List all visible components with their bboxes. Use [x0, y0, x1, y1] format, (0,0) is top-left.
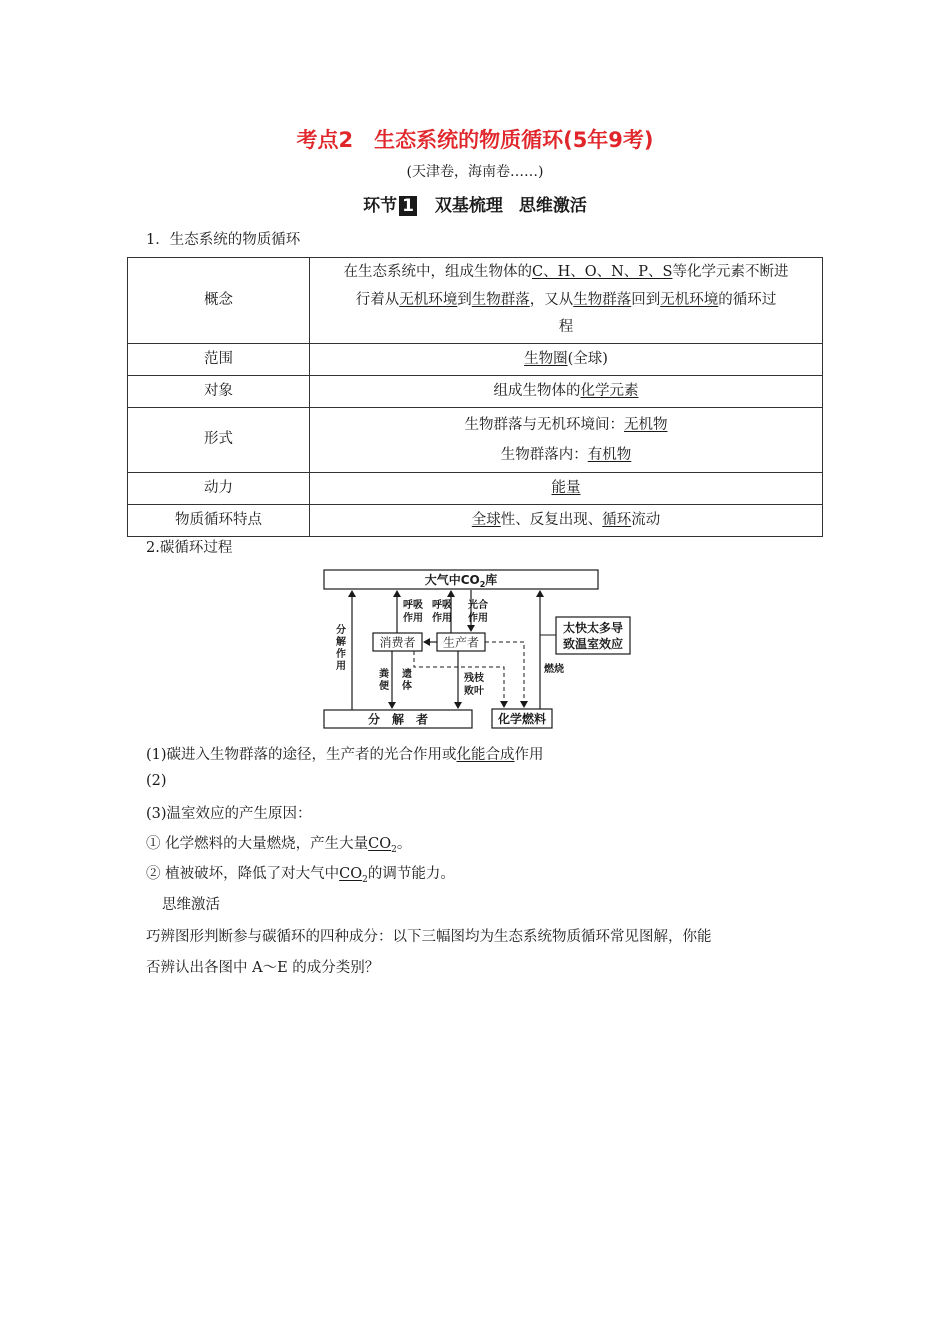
- feces-label-1: 粪: [379, 669, 389, 680]
- row-label-object: 对象: [128, 375, 310, 407]
- fossil-fuel-label: 化学燃料: [497, 712, 547, 726]
- atmosphere-label: 大气中$CO_2$库: [424, 573, 498, 589]
- note-8: 否辨认出各图中 A～E 的成分类别？: [146, 960, 380, 976]
- part1-heading: 1．生态系统的物质循环: [146, 232, 301, 248]
- note-5: ② 植被破坏，降低了对大气中$CO_2$的调节能力。: [146, 866, 455, 885]
- page-subtitle: (天津卷，海南卷……): [406, 164, 544, 180]
- resp2-label-1: 呼吸: [432, 600, 452, 611]
- consumer-fossil-dashed-arrow: [414, 651, 504, 707]
- decomposition-label-1: 分: [336, 625, 346, 636]
- litter-label-1: 残枝: [464, 673, 484, 684]
- decomposition-label-3: 作: [336, 649, 346, 660]
- row-value-scope: 生物圈(全球): [310, 343, 823, 375]
- section-title-b: 思维激活: [518, 196, 587, 216]
- row-label-power: 动力: [128, 472, 310, 504]
- feces-label-2: 便: [379, 681, 389, 692]
- row-label-form: 形式: [128, 407, 310, 472]
- material-cycle-table: [127, 257, 823, 537]
- consumer-label: 消费者: [379, 635, 416, 650]
- table-row: [128, 504, 823, 536]
- table-row: [128, 258, 823, 344]
- row-value-form: 生物群落与无机环境间：无机物 生物群落内：有机物: [310, 407, 823, 472]
- note-2: (2): [146, 773, 167, 789]
- resp1-label-1: 呼吸: [403, 600, 423, 611]
- resp2-label-2: 作用: [432, 613, 452, 624]
- photo-label-2: 作用: [468, 613, 488, 624]
- part2-heading: 2.碳循环过程: [146, 540, 233, 556]
- carbon-cycle-diagram: [318, 563, 638, 733]
- remains-label-2: 体: [402, 681, 412, 692]
- section-number-badge: 1: [399, 196, 417, 216]
- note-6: 思维激活: [162, 897, 220, 913]
- table-row: [128, 375, 823, 407]
- greenhouse-line1: 太快太多导: [562, 621, 624, 635]
- greenhouse-line2: 致温室效应: [562, 637, 624, 651]
- combustion-label: 燃烧: [544, 664, 564, 675]
- note-7: 巧辨图形判断参与碳循环的四种成分：以下三幅图均为生态系统物质循环常见图解，你能: [146, 929, 712, 945]
- row-label-concept: 概念: [128, 258, 310, 344]
- row-label-scope: 范围: [128, 343, 310, 375]
- section-heading: [0, 191, 950, 216]
- decomposition-label-4: 用: [336, 661, 346, 672]
- row-value-concept: 在生态系统中，组成生物体的C、H、O、N、P、S等化学元素不断进 行着从无机环境到生物群落，又从生物群落回到无机环境的循环过 程: [310, 258, 823, 344]
- row-value-object: 组成生物体的化学元素: [310, 375, 823, 407]
- decomposition-label-2: 解: [336, 637, 346, 648]
- producer-label: 生产者: [442, 635, 480, 650]
- section-label: 环节: [363, 196, 398, 216]
- note-4: ① 化学燃料的大量燃烧，产生大量$CO_2$。: [146, 836, 412, 855]
- row-value-power: 能量: [310, 472, 823, 504]
- remains-label-1: 遗: [402, 669, 412, 680]
- litter-label-2: 败叶: [464, 686, 484, 697]
- note-1: (1)碳进入生物群落的途径，生产者的光合作用或化能合成作用: [146, 747, 544, 763]
- page-title: 考点2 生态系统的物质循环(5年9考): [296, 128, 654, 152]
- note-3: (3)温室效应的产生原因：: [146, 806, 312, 822]
- resp1-label-2: 作用: [403, 613, 423, 624]
- table-row: [128, 407, 823, 472]
- row-label-feature: 物质循环特点: [128, 504, 310, 536]
- section-title-a: 双基梳理: [434, 196, 503, 216]
- table-row: [128, 343, 823, 375]
- photo-label-1: 光合: [468, 600, 488, 611]
- table-row: [128, 472, 823, 504]
- decomposer-label: 分 解 者: [367, 712, 429, 727]
- row-value-feature: 全球性、反复出现、循环流动: [310, 504, 823, 536]
